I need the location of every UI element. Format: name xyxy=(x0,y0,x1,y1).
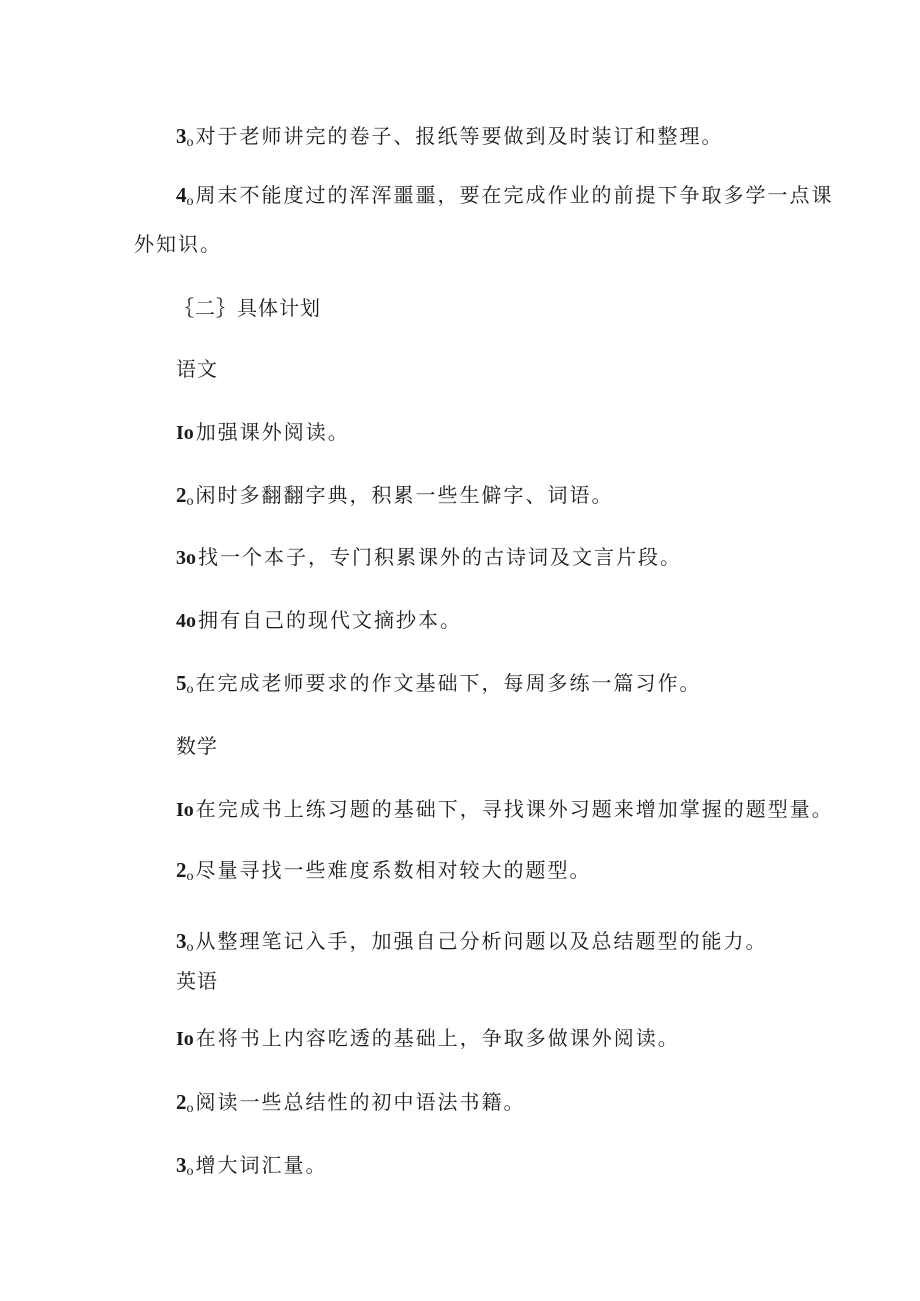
item-text: 加强课外阅读。 xyxy=(195,420,350,444)
item-text: 在将书上内容吃透的基础上，争取多做课外阅读。 xyxy=(195,1026,680,1050)
chinese-item-1: Io 加强课外阅读。 xyxy=(176,420,350,444)
item-text: 拥有自己的现代文摘抄本。 xyxy=(198,608,462,632)
item-text: 找一个本子，专门积累课外的古诗词及文言片段。 xyxy=(198,545,682,569)
subject-heading-math: 数学 xyxy=(176,734,218,758)
item-text: 阅读一些总结性的初中语法书籍。 xyxy=(195,1090,526,1114)
item-3-binding: $3_o$ 对于老师讲完的卷子、报纸等要做到及时装订和整理。 xyxy=(176,124,724,150)
item-text: 在完成老师要求的作文基础下，每周多练一篇习作。 xyxy=(195,671,702,695)
item-4-weekend: $4_o$ 周末不能度过的浑浑噩噩，要在完成作业的前提下争取多学一点课 xyxy=(176,183,834,209)
item-text: 闲时多翻翻字典，积累一些生僻字、词语。 xyxy=(195,483,614,507)
math-item-2: $2_o$ 尽量寻找一些难度系数相对较大的题型。 xyxy=(176,858,592,884)
chinese-item-3: 3o 找一个本子，专门积累课外的古诗词及文言片段。 xyxy=(176,545,682,569)
chinese-item-2: $2_o$ 闲时多翻翻字典，积累一些生僻字、词语。 xyxy=(176,483,614,509)
subject-heading-english: 英语 xyxy=(176,969,218,993)
item-4-continuation xyxy=(134,232,222,256)
item-text: 在完成书上练习题的基础下，寻找课外习题来增加掌握的题型量。 xyxy=(195,797,834,821)
subject-heading-chinese: 语文 xyxy=(176,357,218,381)
english-item-2: $2_o$ 阅读一些总结性的初中语法书籍。 xyxy=(176,1090,526,1116)
english-item-3: $3_o$ 增大词汇量。 xyxy=(176,1153,328,1179)
item-text: 外知识。 xyxy=(134,232,222,256)
item-text: 周末不能度过的浑浑噩噩，要在完成作业的前提下争取多学一点课 xyxy=(195,183,834,207)
math-item-3: $3_o$ 从整理笔记入手，加强自己分析问题以及总结题型的能力。 xyxy=(176,929,768,955)
item-text: 增大词汇量。 xyxy=(195,1153,328,1177)
english-item-1: Io 在将书上内容吃透的基础上，争取多做课外阅读。 xyxy=(176,1026,680,1050)
item-text: 尽量寻找一些难度系数相对较大的题型。 xyxy=(195,858,592,882)
item-text: 对于老师讲完的卷子、报纸等要做到及时装订和整理。 xyxy=(195,124,724,148)
item-text: 从整理笔记入手，加强自己分析问题以及总结题型的能力。 xyxy=(195,929,768,953)
section-heading-plan: ｛二｝具体计划 xyxy=(174,296,321,320)
chinese-item-4: 4o 拥有自己的现代文摘抄本。 xyxy=(176,608,462,632)
math-item-1: Io 在完成书上练习题的基础下，寻找课外习题来增加掌握的题型量。 xyxy=(176,797,834,821)
chinese-item-5: $5_o$ 在完成老师要求的作文基础下，每周多练一篇习作。 xyxy=(176,671,702,697)
